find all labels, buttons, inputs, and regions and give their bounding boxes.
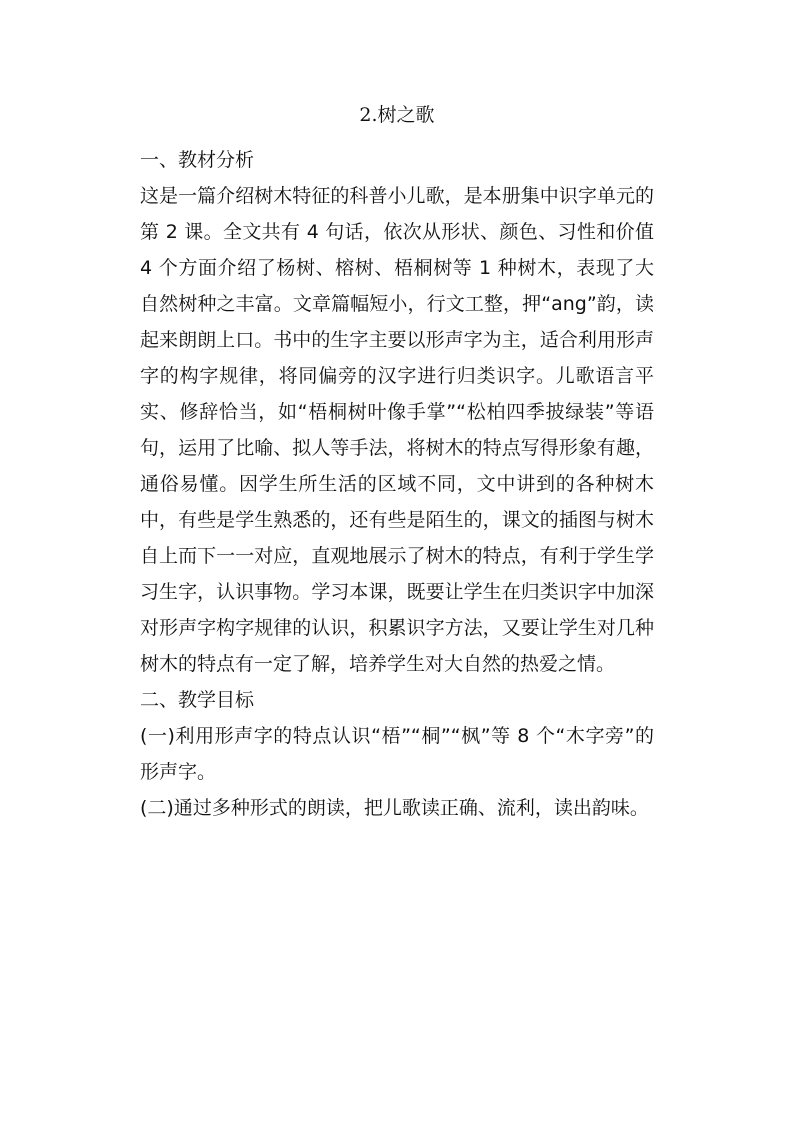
section-heading-goals: 二、教学目标 xyxy=(140,689,255,711)
section-heading-analysis: 一、教材分析 xyxy=(140,149,255,171)
analysis-paragraph: 这是一篇介绍树木特征的科普小儿歌，是本册集中识字单元的第 2 课。全文共有 4 句话，依次从形状、颜色、习性和价值 4 个方面介绍了杨树、榕树、梧桐树等 1 种树木，表现了大自然树种之丰富。文章篇幅短小，行文工整，押“ang”韵，读起来朗朗上口。书中的生字主要以形声字为主，适合利用形声字的构字规律，将同偏旁的汉字进行归类识字。儿歌语言平实、修辞恰当，如“梧桐树叶像手掌”“松柏四季披绿装”等语句，运用了比喻、拟人等手法，将树木的特点写得形象有趣，通俗易懂。因学生所生活的区域不同，文中讲到的各种树木中，有些是学生熟悉的，还有些是陌生的，课文的插图与树木自上而下一一对应，直观地展示了树木的特点，有利于学生学习生字，认识事物。学习本课，既要让学生在归类识字中加深对形声字构字规律的认识，积累识字方法，又要让学生对几种树木的特点有一定了解，培养学生对大自然的热爱之情。 xyxy=(140,185,654,675)
goal-item-1: (一)利用形声字的特点认识“梧”“桐”“枫”等 8 个“木字旁”的形声字。 xyxy=(140,725,654,783)
lesson-title: 2.树之歌 xyxy=(359,104,435,126)
goal-item-2: (二)通过多种形式的朗读，把儿歌读正确、流利，读出韵味。 xyxy=(140,797,649,819)
